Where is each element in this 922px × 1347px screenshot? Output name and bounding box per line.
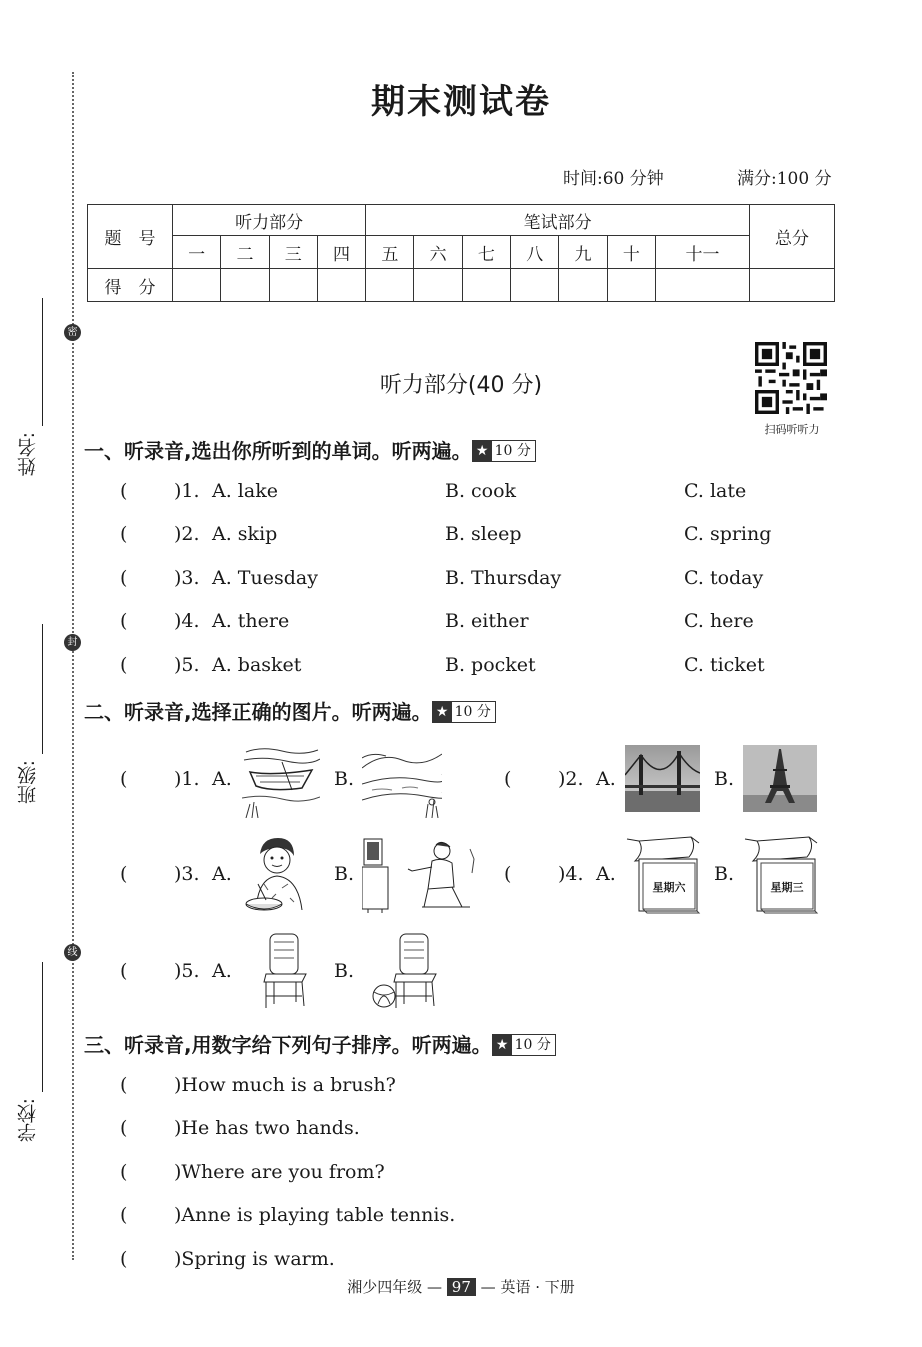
section2-heading-text: 二、听录音,选择正确的图片。听两遍。 [84, 700, 432, 724]
option-b: B. either [445, 610, 529, 632]
writing-header: 笔试部分 [366, 205, 750, 236]
answer-paren[interactable]: ( [120, 567, 128, 589]
option-a: A. there [212, 610, 290, 632]
seal-feng: 封 [64, 634, 81, 651]
num-cell: 四 [317, 236, 365, 269]
q-number: )4. [558, 863, 584, 885]
score-table [87, 204, 835, 302]
cooking-woman-picture[interactable] [242, 834, 312, 914]
option-b: B. [334, 768, 355, 790]
section2-heading [84, 696, 496, 725]
listening-section-title: 听力部分(40 分) [379, 373, 543, 398]
chair-picture[interactable] [262, 932, 310, 1010]
score-input-cell[interactable] [269, 269, 317, 302]
footer-left: 湘少四年级 — [347, 1278, 443, 1296]
star-icon: ★ [473, 441, 492, 461]
option-c: C. ticket [684, 654, 765, 676]
q-number: )5. [174, 654, 200, 676]
num-cell: 八 [511, 236, 559, 269]
class-label: 班级: [17, 760, 39, 805]
option-b: B. Thursday [445, 567, 562, 589]
option-b: B. sleep [445, 523, 522, 545]
page-footer [0, 1276, 922, 1297]
answer-paren[interactable]: ( [120, 1074, 128, 1096]
score-input-cell[interactable] [414, 269, 462, 302]
score-input-cell[interactable] [173, 269, 221, 302]
score-badge [492, 1034, 556, 1056]
sentence: )Anne is playing table tennis. [174, 1204, 456, 1226]
score-input-cell[interactable] [607, 269, 655, 302]
option-c: C. spring [684, 523, 772, 545]
footer-right: — 英语 · 下册 [480, 1278, 575, 1296]
score-input-cell[interactable] [511, 269, 559, 302]
option-b: B. [334, 960, 355, 982]
seal-xian: 线 [64, 944, 81, 961]
school-line [42, 962, 43, 1092]
num-cell: 二 [221, 236, 269, 269]
answer-paren[interactable]: ( [120, 1204, 128, 1226]
option-c: C. today [684, 567, 764, 589]
answer-paren[interactable]: ( [120, 1117, 128, 1139]
defen-cell: 得 分 [88, 269, 173, 302]
section1-heading [84, 435, 536, 464]
answer-paren[interactable]: ( [120, 960, 128, 982]
num-cell: 七 [462, 236, 510, 269]
answer-paren[interactable]: ( [120, 654, 128, 676]
binding-dotted-line [72, 72, 74, 1260]
answer-paren[interactable]: ( [120, 1248, 128, 1270]
option-a: A. [212, 768, 232, 790]
class-line [42, 624, 43, 754]
time-limit: 时间:60 分钟 [563, 169, 664, 189]
score-input-cell[interactable] [655, 269, 749, 302]
option-a: A. lake [212, 480, 278, 502]
option-a: A. basket [212, 654, 302, 676]
answer-paren[interactable]: ( [120, 863, 128, 885]
option-a: A. [212, 863, 232, 885]
score-input-cell[interactable] [221, 269, 269, 302]
bridge-photo[interactable] [625, 745, 700, 812]
score-input-cell[interactable] [462, 269, 510, 302]
total-score-cell[interactable] [750, 269, 835, 302]
school-label: 学校: [17, 1098, 39, 1143]
num-cell: 十 [607, 236, 655, 269]
answer-paren[interactable]: ( [120, 610, 128, 632]
seal-mi: 密 [64, 324, 81, 341]
answer-paren[interactable]: ( [120, 768, 128, 790]
page-number: 97 [447, 1278, 476, 1296]
star-icon: ★ [433, 702, 452, 722]
qr-caption: 扫码听听力 [764, 423, 820, 436]
num-cell: 九 [559, 236, 607, 269]
full-score: 满分:100 分 [737, 169, 832, 189]
score-badge-text: 10 分 [514, 1037, 551, 1053]
option-a: A. skip [212, 523, 278, 545]
name-label: 姓名: [17, 432, 39, 477]
calendar-wednesday-picture[interactable] [743, 835, 821, 915]
score-badge-text: 10 分 [494, 443, 531, 459]
river-picture[interactable] [362, 744, 442, 818]
calendar-saturday-picture[interactable] [625, 835, 703, 915]
q-number: )2. [558, 768, 584, 790]
calendar-a-text: 星期六 [652, 881, 686, 894]
q-number: )1. [174, 768, 200, 790]
chair-with-ball-picture[interactable] [370, 932, 442, 1010]
tower-photo[interactable] [743, 745, 817, 812]
q-number: )4. [174, 610, 200, 632]
option-c: C. here [684, 610, 754, 632]
score-input-cell[interactable] [317, 269, 365, 302]
watching-tv-picture[interactable] [362, 837, 476, 913]
q-number: )2. [174, 523, 200, 545]
score-badge [432, 701, 496, 723]
calendar-icon [743, 835, 821, 915]
listening-header: 听力部分 [173, 205, 366, 236]
option-b: B. cook [445, 480, 517, 502]
calendar-icon [625, 835, 703, 915]
star-icon: ★ [493, 1035, 512, 1055]
answer-paren[interactable]: ( [120, 1161, 128, 1183]
option-b: B. [334, 863, 355, 885]
option-c: C. late [684, 480, 747, 502]
score-input-cell[interactable] [559, 269, 607, 302]
section3-heading [84, 1029, 556, 1058]
option-a: A. Tuesday [212, 567, 318, 589]
num-cell: 五 [366, 236, 414, 269]
score-badge [472, 440, 536, 462]
sentence: )Where are you from? [174, 1161, 385, 1183]
calendar-b-text: 星期三 [770, 881, 804, 894]
page-title: 期末测试卷 [371, 82, 551, 122]
q-number: )1. [174, 480, 200, 502]
option-b: B. [714, 768, 735, 790]
answer-paren[interactable]: ( [120, 523, 128, 545]
num-cell: 六 [414, 236, 462, 269]
q-number: )5. [174, 960, 200, 982]
sentence: )Spring is warm. [174, 1248, 335, 1270]
sentence: )How much is a brush? [174, 1074, 396, 1096]
name-line [42, 298, 43, 426]
total-header: 总分 [750, 205, 835, 269]
option-a: A. [212, 960, 232, 982]
boat-picture[interactable] [242, 742, 320, 818]
sentence: )He has two hands. [174, 1117, 360, 1139]
answer-paren[interactable]: ( [120, 480, 128, 502]
num-cell: 三 [269, 236, 317, 269]
answer-paren[interactable]: ( [504, 863, 512, 885]
answer-paren[interactable]: ( [504, 768, 512, 790]
option-a: A. [596, 863, 616, 885]
option-a: A. [596, 768, 616, 790]
num-cell: 一 [173, 236, 221, 269]
q-number: )3. [174, 567, 200, 589]
score-badge-text: 10 分 [454, 704, 491, 720]
section1-heading-text: 一、听录音,选出你所听到的单词。听两遍。 [84, 439, 472, 463]
num-cell: 十一 [655, 236, 749, 269]
option-b: B. pocket [445, 654, 536, 676]
score-input-cell[interactable] [366, 269, 414, 302]
tihao-cell: 题 号 [88, 205, 173, 269]
q-number: )3. [174, 863, 200, 885]
section3-heading-text: 三、听录音,用数字给下列句子排序。听两遍。 [84, 1033, 492, 1057]
option-b: B. [714, 863, 735, 885]
